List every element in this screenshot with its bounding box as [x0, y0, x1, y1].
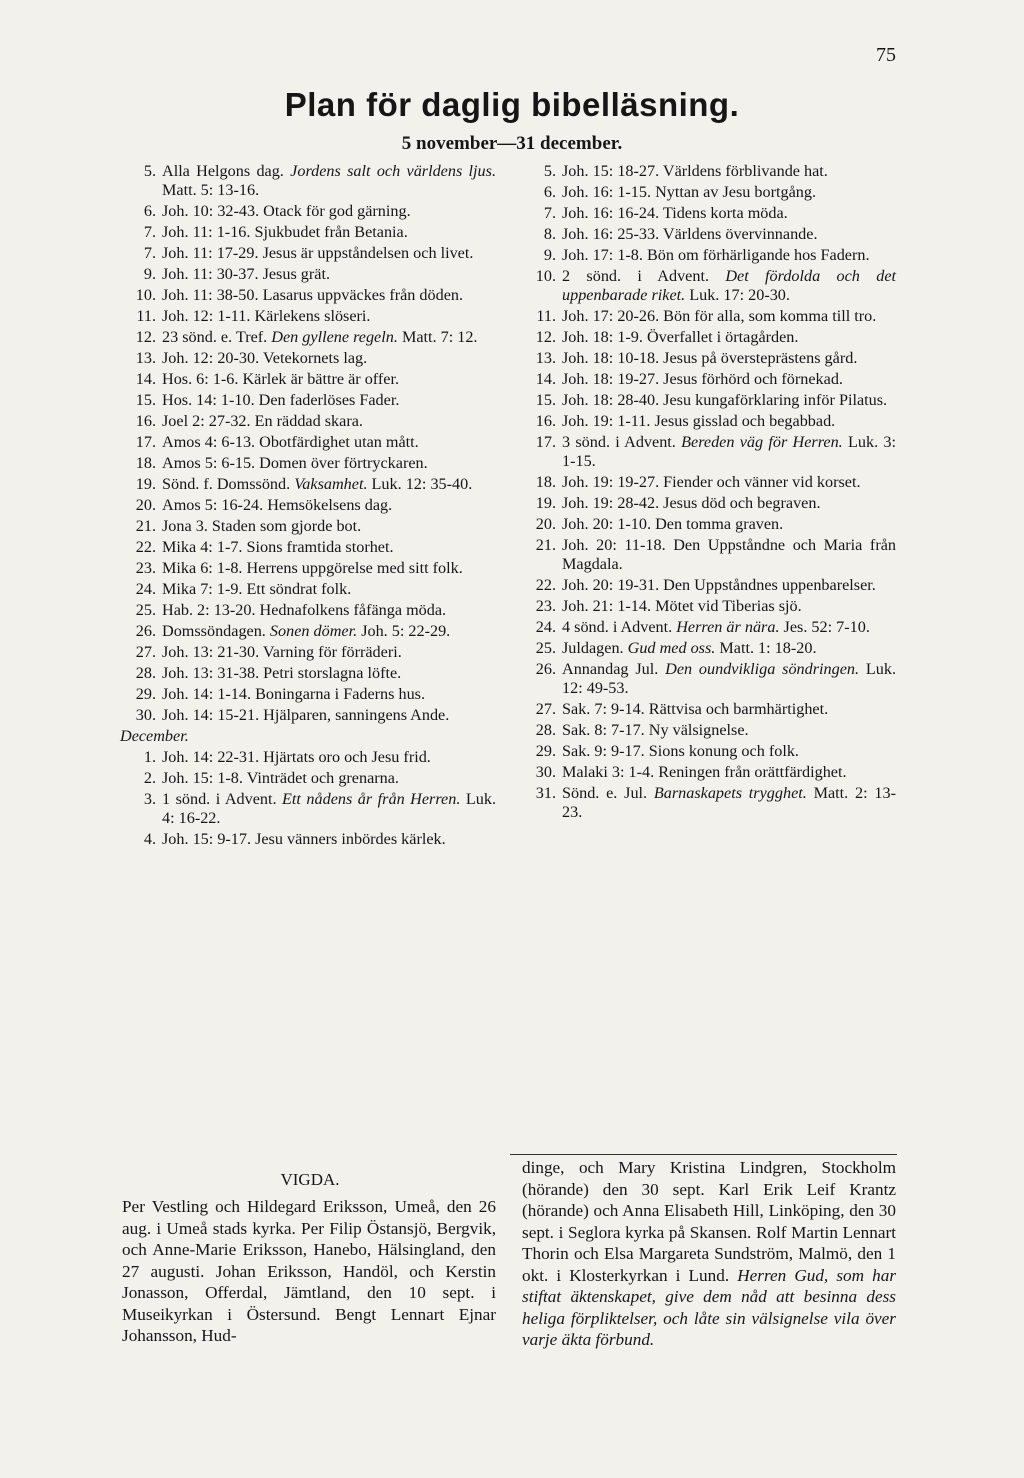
- entry-day-number: 12.: [535, 328, 556, 346]
- entry-text: [162, 538, 496, 557]
- entry-text: [562, 267, 896, 305]
- entry-reference-tail: Luk. 12: 35-40.: [367, 475, 473, 493]
- entry-text: [162, 706, 496, 725]
- entry-reference: Joh. 19: 28-42. Jesus död och begraven.: [562, 494, 821, 512]
- entry-day-number: 26.: [535, 660, 556, 678]
- entry-theme-italic: Bereden väg för Herren.: [681, 433, 843, 451]
- reading-entry: [120, 706, 496, 725]
- reading-entry: [120, 307, 496, 326]
- entry-day-number: 28.: [135, 664, 156, 682]
- entry-day-number: 7.: [543, 204, 556, 222]
- entry-day-number: 23.: [535, 597, 556, 615]
- reading-entry: [120, 349, 496, 368]
- entry-reference: Alla Helgons dag.: [162, 162, 291, 180]
- reading-plan-left-column: [120, 162, 496, 851]
- entry-theme-italic: Den oundvikliga söndringen.: [665, 660, 860, 678]
- entry-day-number: 29.: [135, 685, 156, 703]
- entry-text: [162, 349, 496, 368]
- reading-entry: [520, 473, 896, 492]
- entry-text: [562, 721, 896, 740]
- reading-entry: [520, 742, 896, 761]
- entry-text: [162, 601, 496, 620]
- entry-day-number: 13.: [135, 349, 156, 367]
- entry-reference: Hab. 2: 13-20. Hednafolkens fåfänga möda.: [162, 601, 447, 619]
- entry-text: [162, 265, 496, 284]
- reading-entry: [120, 370, 496, 389]
- month-heading: December.: [120, 727, 189, 745]
- entry-day-number: 18.: [135, 454, 156, 472]
- entry-day-number: 15.: [535, 391, 556, 409]
- entry-theme-italic: Ett nådens år från Herren.: [282, 790, 461, 808]
- reading-entry: [520, 494, 896, 513]
- entry-reference: Joh. 15: 9-17. Jesu vänners inbördes kärlek.: [162, 830, 446, 848]
- entry-reference: Joh. 15: 18-27. Världens förblivande hat.: [562, 162, 828, 180]
- entry-day-number: 26.: [135, 622, 156, 640]
- entry-day-number: 30.: [535, 763, 556, 781]
- reading-entry: [120, 328, 496, 347]
- entry-day-number: 8.: [543, 225, 556, 243]
- reading-entry: [520, 597, 896, 616]
- entry-reference: Joh. 15: 1-8. Vinträdet och grenarna.: [162, 769, 399, 787]
- entry-day-number: 30.: [135, 706, 156, 724]
- entry-text: [162, 517, 496, 536]
- entry-text: [562, 225, 896, 244]
- entry-day-number: 27.: [535, 700, 556, 718]
- reading-entry: [120, 223, 496, 242]
- entry-text: [562, 515, 896, 534]
- reading-entry: [520, 349, 896, 368]
- entry-reference: Joh. 18: 19-27. Jesus förhörd och förnekad.: [562, 370, 843, 388]
- reading-entry: [120, 496, 496, 515]
- vigda-blessing: Herren Gud, som har stiftat äktenskapet, give dem nåd att besinna dess heliga förpliktelser, och låte sin välsignelse vila över varje äkta förbund.: [522, 1265, 897, 1349]
- entry-text: [562, 700, 896, 719]
- entry-day-number: 3.: [143, 790, 156, 808]
- entry-reference: Joh. 13: 31-38. Petri storslagna löfte.: [162, 664, 402, 682]
- reading-entry: [120, 622, 496, 641]
- entry-reference: Joh. 16: 1-15. Nyttan av Jesu bortgång.: [562, 183, 817, 201]
- reading-entry: [520, 412, 896, 431]
- entry-text: [162, 244, 496, 263]
- entry-day-number: 27.: [135, 643, 156, 661]
- reading-entry: [520, 328, 896, 347]
- entry-reference: Joh. 10: 32-43. Otack för god gärning.: [162, 202, 411, 220]
- entry-text: [162, 202, 496, 221]
- page-number: 75: [876, 44, 896, 66]
- entry-reference: Joh. 16: 16-24. Tidens korta möda.: [562, 204, 788, 222]
- entry-reference: Joh. 18: 10-18. Jesus på översteprästens gård.: [562, 349, 858, 367]
- entry-reference: Joh. 11: 30-37. Jesus grät.: [162, 265, 331, 283]
- entry-day-number: 21.: [135, 517, 156, 535]
- entry-reference: Joh. 11: 38-50. Lasarus uppväckes från döden.: [162, 286, 464, 304]
- reading-entry: [520, 536, 896, 574]
- entry-text: [162, 286, 496, 305]
- entry-reference-tail: Matt. 2: 13-23.: [562, 784, 896, 821]
- reading-entry: [520, 370, 896, 389]
- reading-entry: [120, 790, 496, 828]
- entry-text: [162, 433, 496, 452]
- entry-text: [162, 748, 496, 767]
- entry-reference-tail: Matt. 5: 13-16.: [162, 181, 260, 199]
- entry-text: [562, 784, 896, 822]
- entry-day-number: 5.: [543, 162, 556, 180]
- entry-reference: Joh. 19: 1-11. Jesus gisslad och begabbad.: [562, 412, 836, 430]
- entry-text: [162, 664, 496, 683]
- entry-day-number: 23.: [135, 559, 156, 577]
- entry-reference: 1 sönd. i Advent.: [162, 790, 283, 808]
- entry-day-number: 22.: [135, 538, 156, 556]
- entry-text: [562, 246, 896, 265]
- entry-day-number: 21.: [535, 536, 556, 554]
- entry-text: [162, 162, 496, 200]
- entry-reference: Joh. 21: 1-14. Mötet vid Tiberias sjö.: [562, 597, 802, 615]
- entry-text: [562, 576, 896, 595]
- section-divider: [510, 1154, 897, 1155]
- entry-day-number: 11.: [536, 307, 556, 325]
- entry-day-number: 20.: [135, 496, 156, 514]
- reading-entry: [120, 769, 496, 788]
- entry-theme-italic: Barnaskapets trygghet.: [653, 784, 807, 802]
- entry-text: [562, 162, 896, 181]
- reading-entry: [520, 433, 896, 471]
- entry-day-number: 16.: [535, 412, 556, 430]
- entry-reference: Joh. 11: 1-16. Sjukbudet från Betania.: [162, 223, 408, 241]
- entry-reference: Mika 4: 1-7. Sions framtida storhet.: [162, 538, 394, 556]
- reading-entry: [120, 433, 496, 452]
- entry-text: [562, 433, 896, 471]
- entry-reference-tail: Luk. 12: 49-53.: [562, 660, 897, 697]
- entry-reference: Sak. 7: 9-14. Rättvisa och barmhärtighet.: [562, 700, 829, 718]
- entry-day-number: 11.: [136, 307, 156, 325]
- entry-text: [562, 618, 896, 637]
- entry-day-number: 18.: [535, 473, 556, 491]
- entry-day-number: 29.: [535, 742, 556, 760]
- entry-text: [562, 536, 896, 574]
- entry-text: [162, 475, 496, 494]
- reading-entry: [520, 246, 896, 265]
- entry-day-number: 16.: [135, 412, 156, 430]
- entry-text: [162, 328, 496, 347]
- reading-entry: [520, 183, 896, 202]
- entry-reference-tail: Matt. 7: 12.: [397, 328, 478, 346]
- entry-day-number: 31.: [535, 784, 556, 802]
- entry-reference: Joh. 12: 1-11. Kärlekens slöseri.: [162, 307, 371, 325]
- entry-reference: 2 sönd. i Advent.: [562, 267, 726, 285]
- reading-entry: [120, 244, 496, 263]
- entry-text: [162, 790, 496, 828]
- entry-text: [562, 370, 896, 389]
- entry-text: [562, 412, 896, 431]
- entry-day-number: 25.: [135, 601, 156, 619]
- reading-entry: [120, 580, 496, 599]
- reading-plan-right-column: [520, 162, 896, 824]
- reading-entry: [520, 515, 896, 534]
- entry-reference: Mika 6: 1-8. Herrens uppgörelse med sitt folk.: [162, 559, 463, 577]
- entry-reference: Annandag Jul.: [562, 660, 666, 678]
- entry-text: [562, 183, 896, 202]
- entry-reference: 3 sönd. i Advent.: [562, 433, 682, 451]
- entry-day-number: 4.: [143, 830, 156, 848]
- entry-reference: Joh. 20: 19-31. Den Uppståndnes uppenbarelser.: [562, 576, 876, 594]
- entry-text: [562, 639, 896, 658]
- entry-theme-italic: Herren är nära.: [676, 618, 780, 636]
- entry-theme-italic: Gud med oss.: [627, 639, 716, 657]
- entry-day-number: 7.: [143, 244, 156, 262]
- entry-reference: Amos 5: 6-15. Domen över förtryckaren.: [162, 454, 428, 472]
- entry-theme-italic: Sonen dömer.: [269, 622, 358, 640]
- entry-reference: Hos. 6: 1-6. Kärlek är bättre är offer.: [162, 370, 400, 388]
- entry-day-number: 2.: [143, 769, 156, 787]
- entry-text: [162, 370, 496, 389]
- reading-entry: [520, 660, 896, 698]
- entry-theme-italic: Det fördolda och det uppenbarade riket.: [562, 267, 897, 304]
- reading-entry: [520, 204, 896, 223]
- reading-entry: [120, 475, 496, 494]
- entry-text: [562, 328, 896, 347]
- entry-reference: Joh. 16: 25-33. Världens övervinnande.: [562, 225, 818, 243]
- vigda-right-column: [522, 1157, 896, 1351]
- entry-reference-tail: Luk. 3: 1-15.: [562, 433, 896, 470]
- vigda-right-text: dinge, och Mary Kristina Lindgren, Stockholm (hörande) den 30 sept. Karl Erik Leif Krantz (hörande) och Anna Elisabeth Hill, Linköping, den 30 sept. i Seglora kyrka på Skansen. Rolf Martin Lennart Thorin och Elsa Margareta Sundström, Malmö, den 1 okt. i Klosterkyrkan i Lund.: [522, 1158, 896, 1285]
- entry-text: [162, 307, 496, 326]
- reading-entry: [120, 454, 496, 473]
- entry-text: [162, 496, 496, 515]
- entry-text: [162, 685, 496, 704]
- entry-day-number: 10.: [135, 286, 156, 304]
- reading-entry: [120, 162, 496, 200]
- reading-entry: [520, 763, 896, 782]
- entry-text: [162, 454, 496, 473]
- reading-entry: [520, 618, 896, 637]
- entry-day-number: 9.: [143, 265, 156, 283]
- entry-theme-italic: Vaksamhet.: [294, 475, 368, 493]
- reading-entry: [520, 700, 896, 719]
- entry-day-number: 6.: [143, 202, 156, 220]
- entry-reference: Joh. 20: 11-18. Den Uppståndne och Maria från Magdala.: [562, 536, 896, 573]
- entry-reference: Joh. 18: 1-9. Överfallet i örtagården.: [562, 328, 799, 346]
- reading-entry: [520, 225, 896, 244]
- reading-entry: [120, 748, 496, 767]
- entry-reference: Amos 5: 16-24. Hemsökelsens dag.: [162, 496, 393, 514]
- entry-text: [562, 763, 896, 782]
- entry-reference: Joh. 17: 1-8. Bön om förhärligande hos Fadern.: [562, 246, 870, 264]
- entry-text: [562, 494, 896, 513]
- entry-day-number: 28.: [535, 721, 556, 739]
- entry-day-number: 20.: [535, 515, 556, 533]
- reading-entry: [520, 162, 896, 181]
- entry-reference-tail: Matt. 1: 18-20.: [715, 639, 817, 657]
- entry-day-number: 7.: [143, 223, 156, 241]
- entry-reference: Joh. 13: 21-30. Varning för förräderi.: [162, 643, 402, 661]
- entry-day-number: 10.: [535, 267, 556, 285]
- entry-day-number: 19.: [135, 475, 156, 493]
- entry-reference: 4 sönd. i Advent.: [562, 618, 677, 636]
- reading-entry: [120, 685, 496, 704]
- entry-day-number: 12.: [135, 328, 156, 346]
- entry-reference: Joh. 11: 17-29. Jesus är uppståndelsen och livet.: [162, 244, 474, 262]
- entry-theme-italic: Den gyllene regeln.: [271, 328, 398, 346]
- entry-reference: Joh. 14: 15-21. Hjälparen, sanningens Ande.: [162, 706, 450, 724]
- vigda-heading: VIGDA.: [280, 1170, 340, 1189]
- reading-entry: [120, 517, 496, 536]
- entry-reference-tail: Joh. 5: 22-29.: [357, 622, 451, 640]
- reading-entry: [520, 267, 896, 305]
- entry-reference: Joh. 14: 22-31. Hjärtats oro och Jesu frid.: [162, 748, 431, 766]
- entry-reference: Joh. 19: 19-27. Fiender och vänner vid korset.: [562, 473, 861, 491]
- entry-day-number: 1.: [143, 748, 156, 766]
- entry-day-number: 6.: [543, 183, 556, 201]
- entry-reference: Juldagen.: [562, 639, 628, 657]
- reading-entry: [120, 391, 496, 410]
- entry-text: [562, 660, 896, 698]
- entry-theme-italic: Jordens salt och världens ljus.: [290, 162, 496, 180]
- entry-day-number: 17.: [535, 433, 556, 451]
- reading-entry: [120, 601, 496, 620]
- entry-day-number: 13.: [535, 349, 556, 367]
- vigda-left-column: [122, 1196, 496, 1347]
- page-title: Plan för daglig bibelläsning.: [284, 86, 740, 123]
- reading-entry: [120, 559, 496, 578]
- entry-day-number: 5.: [143, 162, 156, 180]
- entry-reference: Joh. 18: 28-40. Jesu kungaförklaring inför Pilatus.: [562, 391, 888, 409]
- entry-reference: Joh. 17: 20-26. Bön för alla, som komma till tro.: [562, 307, 877, 325]
- entry-reference: Joh. 20: 1-10. Den tomma graven.: [562, 515, 784, 533]
- reading-entry: [120, 643, 496, 662]
- reading-entry: [120, 830, 496, 849]
- entry-day-number: 19.: [535, 494, 556, 512]
- entry-text: [162, 391, 496, 410]
- reading-entry: [120, 265, 496, 284]
- entry-day-number: 22.: [535, 576, 556, 594]
- entry-reference: Malaki 3: 1-4. Reningen från orättfärdighet.: [562, 763, 847, 781]
- entry-day-number: 17.: [135, 433, 156, 451]
- reading-entry: [520, 784, 896, 822]
- entry-reference: Mika 7: 1-9. Ett söndrat folk.: [162, 580, 352, 598]
- entry-text: [562, 597, 896, 616]
- reading-entry: [520, 307, 896, 326]
- entry-text: [162, 622, 496, 641]
- entry-reference-tail: Jes. 52: 7-10.: [779, 618, 870, 636]
- reading-entry: [120, 202, 496, 221]
- entry-text: [562, 473, 896, 492]
- entry-text: [162, 559, 496, 578]
- entry-reference: Sönd. e. Jul.: [562, 784, 654, 802]
- entry-day-number: 25.: [535, 639, 556, 657]
- entry-day-number: 14.: [135, 370, 156, 388]
- page-subtitle: 5 november—31 december.: [401, 133, 623, 154]
- entry-text: [562, 307, 896, 326]
- entry-text: [562, 349, 896, 368]
- reading-entry: [120, 286, 496, 305]
- reading-entry: [120, 538, 496, 557]
- entry-reference: Joel 2: 27-32. En räddad skara.: [162, 412, 363, 430]
- entry-text: [162, 580, 496, 599]
- reading-entry: [520, 721, 896, 740]
- reading-entry: [520, 391, 896, 410]
- entry-reference: Joh. 12: 20-30. Vetekornets lag.: [162, 349, 368, 367]
- entry-reference: Sak. 8: 7-17. Ny välsignelse.: [562, 721, 749, 739]
- entry-text: [162, 223, 496, 242]
- entry-day-number: 14.: [535, 370, 556, 388]
- entry-reference: Joh. 14: 1-14. Boningarna i Faderns hus.: [162, 685, 426, 703]
- entry-reference: Sak. 9: 9-17. Sions konung och folk.: [562, 742, 799, 760]
- entry-reference: Sönd. f. Domssönd.: [162, 475, 295, 493]
- entry-text: [162, 412, 496, 431]
- entry-reference: 23 sönd. e. Tref.: [162, 328, 272, 346]
- entry-reference: Amos 4: 6-13. Obotfärdighet utan mått.: [162, 433, 419, 451]
- reading-entry: [120, 664, 496, 683]
- entry-reference-tail: Luk. 17: 20-30.: [685, 286, 790, 304]
- entry-text: [162, 643, 496, 662]
- entry-reference: Jona 3. Staden som gjorde bot.: [162, 517, 362, 535]
- entry-day-number: 24.: [535, 618, 556, 636]
- entry-reference: Hos. 14: 1-10. Den faderlöses Fader.: [162, 391, 400, 409]
- entry-day-number: 15.: [135, 391, 156, 409]
- entry-text: [562, 391, 896, 410]
- reading-entry: [520, 576, 896, 595]
- entry-reference-tail: Luk. 4: 16-22.: [162, 790, 496, 827]
- entry-text: [162, 830, 496, 849]
- entry-text: [562, 204, 896, 223]
- entry-day-number: 9.: [543, 246, 556, 264]
- vigda-left-text: Per Vestling och Hildegard Eriksson, Umeå, den 26 aug. i Umeå stads kyrka. Per Filip Östansjö, Bergvik, och Anne-Marie Eriksson, Hanebo, Hälsingland, den 27 augusti. Johan Eriksson, Handöl, och Kerstin Jonasson, Offerdal, Jämtland, den 10 sept. i Museikyrkan i Östersund. Bengt Lennart Ejnar Johansson, Hud-: [122, 1197, 496, 1345]
- entry-text: [562, 742, 896, 761]
- reading-entry: [520, 639, 896, 658]
- reading-entry: [120, 412, 496, 431]
- entry-text: [162, 769, 496, 788]
- entry-day-number: 24.: [135, 580, 156, 598]
- entry-reference: Domssöndagen.: [162, 622, 270, 640]
